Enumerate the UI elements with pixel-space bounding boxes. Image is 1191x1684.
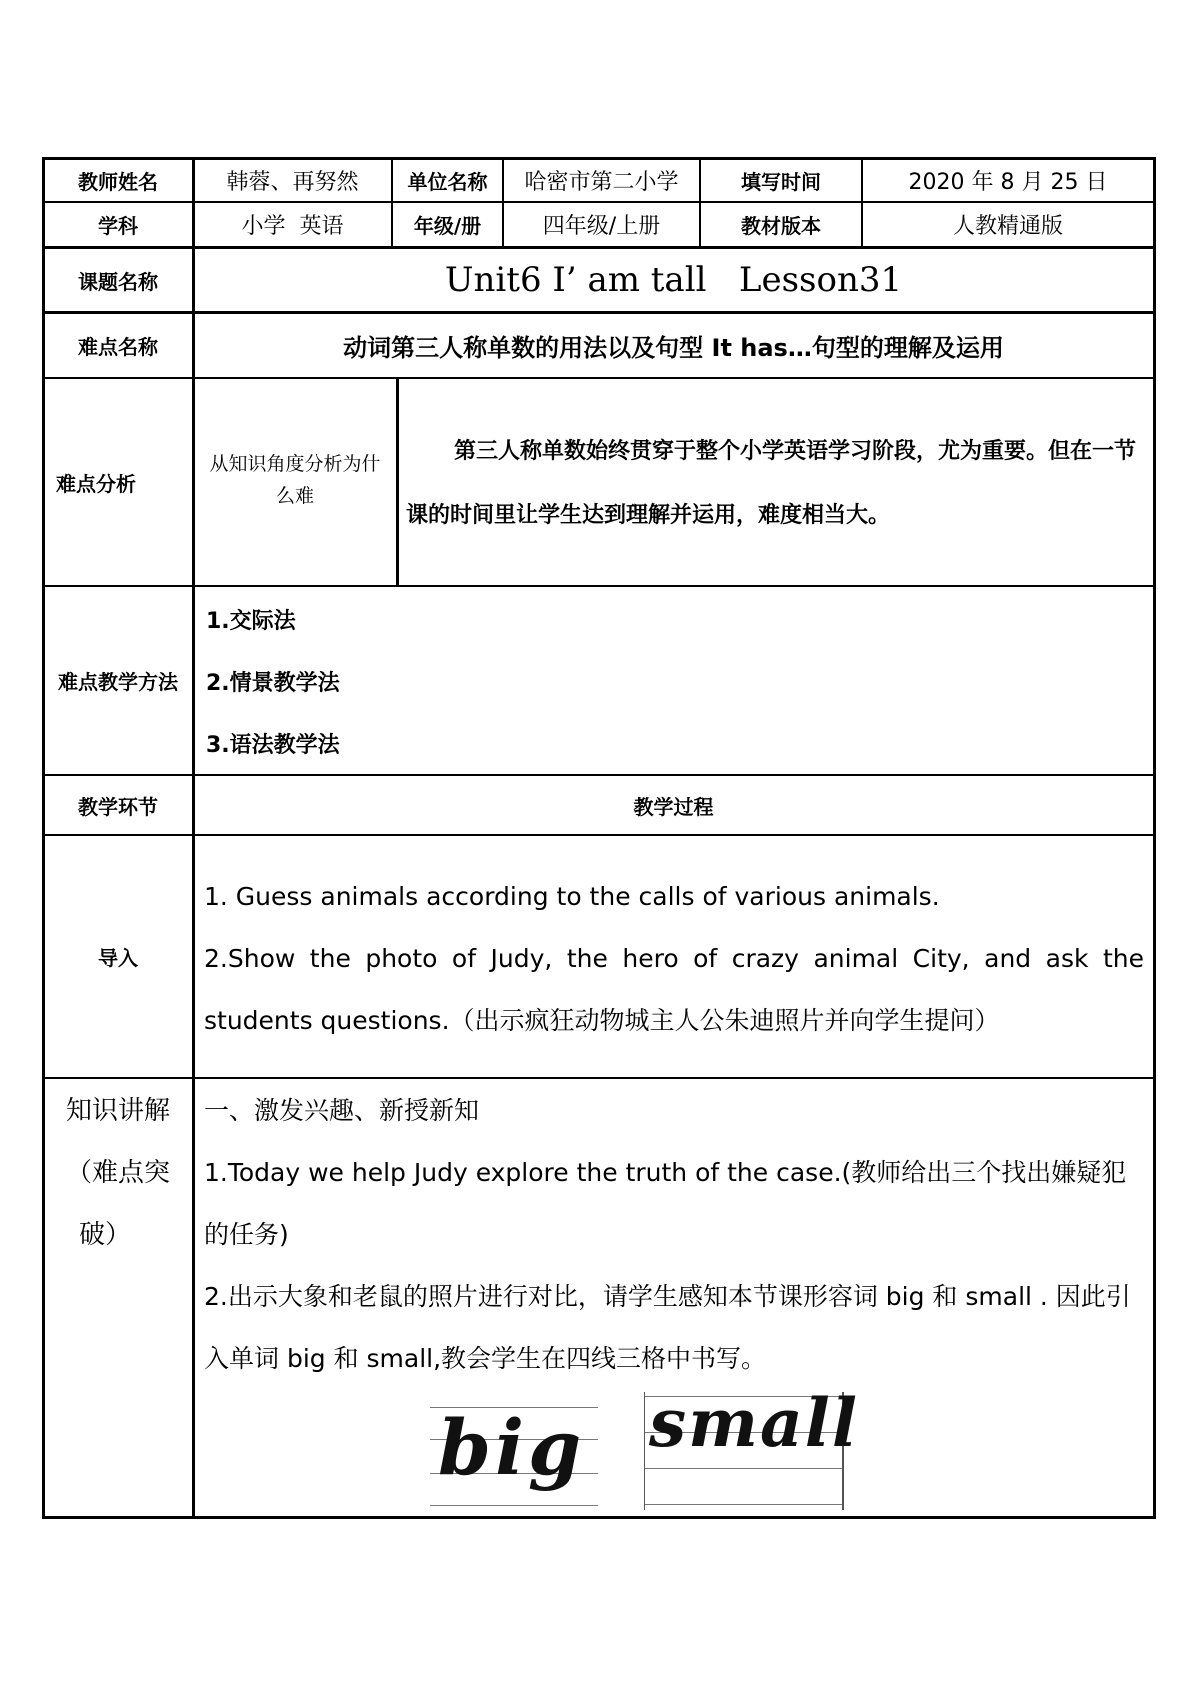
- knowledge-item-2: 2.出示大象和老鼠的照片进行对比，请学生感知本节课形容词 big 和 small . 因此引入单词 big 和 small,教会学生在四线三格中书写。: [204, 1282, 1131, 1373]
- method-item: 2.情景教学法: [206, 671, 340, 696]
- guide-line: [645, 1468, 842, 1469]
- subject-value: 小学 英语: [241, 214, 344, 239]
- handwriting-box-small: [644, 1384, 859, 1510]
- intro-item-2: 2.Show the photo of Judy, the hero of crazy animal City, and ask the students questions.（出示疯狂动物城主人公朱迪照片并向学生提问）: [204, 944, 1144, 1035]
- grade-value: 四年级/上册: [542, 214, 661, 239]
- grade-label: 年级/册: [413, 214, 482, 238]
- topic-title: Unit6 I’ am tall Lesson31: [444, 260, 903, 300]
- difficulty-value: 动词第三人称单数的用法以及句型 It has…句型的理解及运用: [343, 334, 1004, 362]
- unit-name-label: 单位名称: [407, 169, 488, 194]
- method-item: 3.语法教学法: [206, 733, 340, 758]
- knowledge-label-line-3: 破）: [78, 1220, 131, 1250]
- subject-label: 学科: [98, 214, 138, 238]
- knowledge-heading: 一、激发兴趣、新授新知: [204, 1096, 480, 1125]
- table-border-right: [1153, 157, 1156, 1519]
- edition-label: 教材版本: [741, 214, 821, 238]
- guide-line: [430, 1505, 598, 1506]
- knowledge-label-line-1: 知识讲解: [65, 1096, 170, 1126]
- teacher-name-label: 教师姓名: [78, 169, 158, 194]
- edition-value: 人教精通版: [952, 214, 1063, 239]
- handwriting-box-big: [430, 1405, 598, 1507]
- analysis-text: 第三人称单数始终贯穿于整个小学英语学习阶段，尤为重要。但在一节课的时间里让学生达到理解并运用，难度相当大。: [406, 439, 1137, 528]
- analysis-sub-label: 从知识角度分析为什么难: [209, 453, 381, 507]
- methods-label: 难点教学方法: [58, 670, 178, 694]
- table-row-line: [42, 377, 1156, 379]
- stage-header-label: 教学环节: [78, 794, 158, 819]
- intro-item-1: 1. Guess animals according to the calls of various animals.: [204, 882, 940, 911]
- table-row-line: [42, 834, 1156, 836]
- unit-name-value: 哈密市第二小学: [524, 169, 679, 195]
- topic-label: 课题名称: [78, 269, 158, 294]
- knowledge-item-1: 1.Today we help Judy explore the truth of the case.(教师给出三个找出嫌疑犯的任务): [204, 1158, 1127, 1249]
- teacher-name-value: 韩蓉、再努然: [226, 169, 359, 195]
- table-row-line: [42, 1077, 1156, 1079]
- guide-line: [645, 1504, 842, 1505]
- fill-date-label: 填写时间: [741, 169, 821, 194]
- difficulty-label: 难点名称: [78, 335, 158, 359]
- table-row-line: [42, 585, 1156, 587]
- handwriting-word-big: big: [438, 1403, 586, 1492]
- fill-date-value: 2020 年 8 月 25 日: [908, 169, 1108, 195]
- table-col-line: [396, 377, 399, 586]
- handwriting-word-small: small: [649, 1384, 859, 1462]
- intro-label: 导入: [98, 946, 138, 970]
- method-item: 1.交际法: [206, 609, 296, 634]
- table-border-bottom: [42, 1516, 1156, 1519]
- knowledge-label-line-2: （难点突: [65, 1158, 170, 1188]
- process-header-label: 教学过程: [633, 794, 714, 819]
- analysis-label: 难点分析: [56, 471, 136, 496]
